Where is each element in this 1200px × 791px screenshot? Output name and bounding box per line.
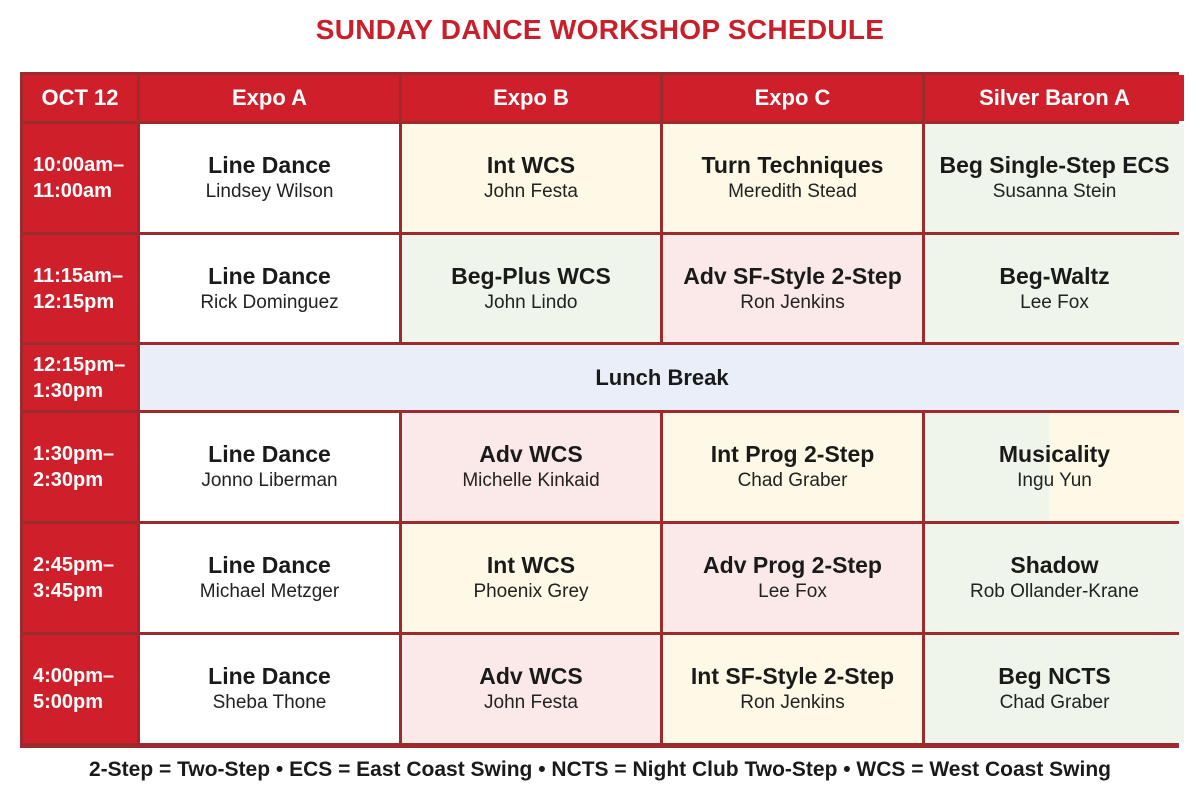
session-cell — [663, 235, 922, 342]
session-class: Line Dance — [208, 441, 331, 467]
schedule-table — [20, 72, 1179, 748]
session-cell — [140, 635, 399, 743]
session-class: Line Dance — [208, 152, 331, 178]
time-end: 5:00pm — [33, 691, 104, 713]
session-cell — [663, 124, 922, 232]
header-room-expo-a: Expo A — [140, 75, 399, 121]
page-title: SUNDAY DANCE WORKSHOP SCHEDULE — [315, 14, 885, 45]
abbreviation-legend: 2-Step = Two-Step • ECS = East Coast Swing • NCTS = Night Club Two-Step • WCS = West Coast Swing — [89, 758, 1111, 781]
time-slot — [23, 524, 137, 632]
session-instructor: Chad Graber — [737, 470, 848, 491]
header-date: OCT 12 — [23, 75, 137, 121]
session-cell — [925, 635, 1184, 743]
session-class: Int Prog 2-Step — [710, 441, 875, 467]
time-start: 12:15pm– — [33, 353, 126, 376]
time-slot — [23, 635, 137, 743]
session-instructor: Lindsey Wilson — [205, 181, 334, 202]
session-instructor: John Festa — [484, 181, 578, 202]
session-class: Adv WCS — [479, 441, 583, 467]
session-instructor: Ingu Yun — [1017, 470, 1092, 491]
session-class: Beg-Plus WCS — [451, 262, 611, 289]
time-slot — [23, 124, 137, 232]
session-cell — [925, 124, 1184, 232]
time-start: 11:15am– — [33, 264, 124, 287]
session-class: Int WCS — [486, 152, 576, 178]
session-instructor: John Lindo — [484, 291, 578, 313]
session-instructor: Susanna Stein — [992, 181, 1117, 202]
session-class: Int SF-Style 2-Step — [690, 663, 895, 689]
session-instructor: Lee Fox — [758, 581, 827, 602]
session-class: Adv SF-Style 2-Step — [683, 262, 902, 289]
session-instructor: John Festa — [484, 692, 578, 713]
session-class: Shadow — [1010, 552, 1099, 578]
session-class: Line Dance — [208, 262, 331, 289]
session-instructor: Sheba Thone — [212, 692, 327, 713]
time-end: 11:00am — [33, 180, 112, 202]
session-cell — [663, 413, 922, 521]
session-cell — [402, 235, 660, 342]
session-instructor: Rick Dominguez — [200, 291, 339, 313]
session-cell — [402, 635, 660, 743]
session-instructor: Michelle Kinkaid — [462, 470, 600, 491]
session-cell — [140, 235, 399, 342]
session-class: Beg Single-Step ECS — [939, 152, 1170, 178]
session-instructor: Lee Fox — [1020, 291, 1089, 313]
session-class: Adv WCS — [479, 663, 583, 689]
session-cell — [140, 524, 399, 632]
header-room-expo-c: Expo C — [663, 75, 922, 121]
session-instructor: Chad Graber — [999, 692, 1110, 713]
session-instructor: Meredith Stead — [728, 181, 857, 202]
time-slot — [23, 345, 137, 410]
session-class: Int WCS — [486, 552, 576, 578]
session-instructor: Jonno Liberman — [201, 470, 338, 491]
session-class: Musicality — [998, 441, 1111, 467]
time-start: 10:00am– — [33, 154, 125, 176]
session-instructor: Ron Jenkins — [740, 291, 845, 313]
session-cell — [925, 235, 1184, 342]
session-class: Adv Prog 2-Step — [703, 552, 882, 578]
time-end: 3:45pm — [33, 580, 104, 602]
time-end: 1:30pm — [33, 379, 104, 402]
time-start: 2:45pm– — [33, 554, 115, 576]
session-class: Turn Techniques — [701, 152, 884, 178]
time-start: 1:30pm– — [33, 443, 115, 465]
time-end: 12:15pm — [33, 290, 115, 313]
header-room-expo-b: Expo B — [402, 75, 660, 121]
session-class: Beg-Waltz — [999, 262, 1110, 289]
session-instructor: Phoenix Grey — [473, 581, 589, 602]
time-slot — [23, 413, 137, 521]
session-class: Line Dance — [208, 663, 331, 689]
header-room-silver-baron-a: Silver Baron A — [925, 75, 1184, 121]
time-slot — [23, 235, 137, 342]
time-start: 4:00pm– — [33, 665, 115, 687]
session-cell — [402, 124, 660, 232]
session-cell — [140, 413, 399, 521]
session-class: Beg NCTS — [998, 663, 1111, 689]
session-instructor: Rob Ollander-Krane — [970, 581, 1139, 602]
session-instructor: Michael Metzger — [199, 581, 340, 602]
session-class: Line Dance — [208, 552, 331, 578]
session-cell — [925, 524, 1184, 632]
session-cell — [140, 124, 399, 232]
session-cell — [925, 413, 1184, 521]
session-instructor: Ron Jenkins — [740, 692, 845, 713]
session-cell — [663, 635, 922, 743]
session-cell — [402, 413, 660, 521]
session-cell — [663, 524, 922, 632]
session-cell — [402, 524, 660, 632]
lunch-break: Lunch Break — [140, 345, 1184, 410]
time-end: 2:30pm — [33, 469, 104, 491]
